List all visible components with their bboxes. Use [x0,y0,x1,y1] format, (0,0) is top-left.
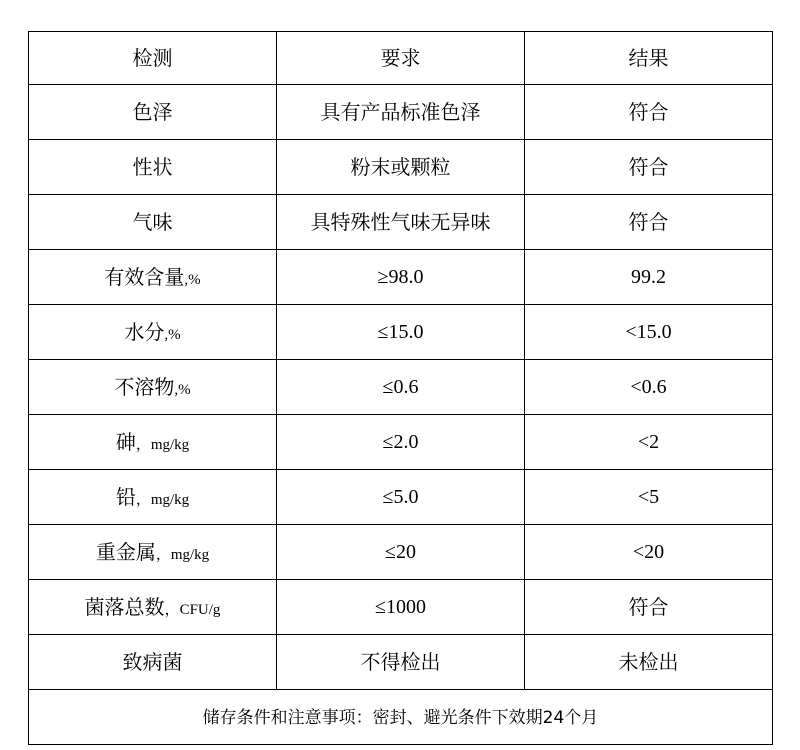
cell-requirement-label: ≥98.0 [377,266,424,288]
cell-requirement-label: ≤1000 [375,596,426,618]
cell-item-label: 致病菌 [122,649,183,674]
cell-result-label: 99.2 [631,266,666,288]
cell-result [525,250,773,305]
cell-requirement [277,580,525,635]
table-row [29,360,773,415]
cell-result-label: <5 [637,486,660,508]
cell-result-label: 符合 [628,594,669,619]
cell-requirement [277,85,525,140]
cell-item [29,250,277,305]
cell-item-label: 水分 [124,319,165,344]
cell-item [29,635,277,690]
specification-table [28,31,773,745]
cell-item-label: 色泽 [132,99,173,124]
cell-result-label: 符合 [628,99,669,124]
column-header-requirement-label: 要求 [380,45,421,70]
cell-result-label: 符合 [628,154,669,179]
cell-item [29,195,277,250]
cell-result-label: <15.0 [625,321,672,343]
cell-requirement-label: 粉末或颗粒 [350,154,451,179]
cell-item-label: 性状 [132,154,173,179]
cell-requirement-label: ≤15.0 [377,321,424,343]
table-row [29,85,773,140]
cell-item-unit: ,% [164,326,181,343]
cell-result [525,580,773,635]
column-header-result-label: 结果 [628,45,669,70]
cell-item-label: 气味 [132,209,173,234]
table-row [29,580,773,635]
column-header-requirement [277,32,525,85]
cell-item [29,140,277,195]
cell-requirement-label: ≤5.0 [382,486,419,508]
table-row [29,195,773,250]
cell-item-unit: ，mg/kg [135,436,190,453]
cell-requirement [277,250,525,305]
cell-result-label: <0.6 [630,376,667,398]
cell-requirement-label: ≤0.6 [382,376,419,398]
cell-item-label: 不溶物 [114,374,175,399]
cell-item [29,305,277,360]
cell-item-label: 有效含量 [104,264,185,289]
cell-requirement [277,360,525,415]
cell-result-label: <2 [637,431,660,453]
cell-result [525,305,773,360]
storage-note [29,690,773,745]
table-row [29,525,773,580]
cell-requirement [277,305,525,360]
cell-item [29,580,277,635]
cell-requirement [277,470,525,525]
table-row [29,470,773,525]
cell-result [525,525,773,580]
cell-requirement [277,635,525,690]
cell-result-label: <20 [632,541,665,563]
cell-item-unit: ,% [184,271,201,288]
cell-item-label: 砷 [115,429,136,454]
cell-result [525,140,773,195]
cell-requirement-label: 不得检出 [360,649,441,674]
spec-table-container [28,31,772,745]
column-header-result [525,32,773,85]
cell-requirement [277,195,525,250]
table-row [29,250,773,305]
footnote-row [29,690,773,745]
cell-result [525,635,773,690]
column-header-item-label: 检测 [132,45,173,70]
cell-requirement [277,140,525,195]
table-row [29,305,773,360]
table-row [29,415,773,470]
cell-item [29,525,277,580]
cell-requirement-label: ≤2.0 [382,431,419,453]
cell-item-label: 重金属 [95,539,156,564]
cell-item-label: 菌落总数 [84,594,165,619]
cell-result [525,195,773,250]
table-row [29,635,773,690]
cell-requirement [277,525,525,580]
cell-item-label: 铅 [115,484,136,509]
cell-result [525,360,773,415]
cell-item [29,360,277,415]
cell-requirement [277,415,525,470]
cell-item-unit: ，mg/kg [135,491,190,508]
table-header-row [29,32,773,85]
cell-item-unit: ，mg/kg [155,546,210,563]
cell-result-label: 符合 [628,209,669,234]
cell-item [29,85,277,140]
table-row [29,140,773,195]
cell-result [525,415,773,470]
cell-item-unit: ，CFU/g [164,601,221,618]
column-header-item [29,32,277,85]
storage-note-label: 储存条件和注意事项：密封、避光条件下效期24个月 [202,708,599,728]
cell-item-unit: ,% [174,381,191,398]
cell-result [525,470,773,525]
cell-requirement-label: 具有产品标准色泽 [320,99,481,124]
cell-requirement-label: 具特殊性气味无异味 [310,209,491,234]
cell-requirement-label: ≤20 [385,541,416,563]
cell-item [29,470,277,525]
cell-result-label: 未检出 [618,649,679,674]
cell-result [525,85,773,140]
cell-item [29,415,277,470]
